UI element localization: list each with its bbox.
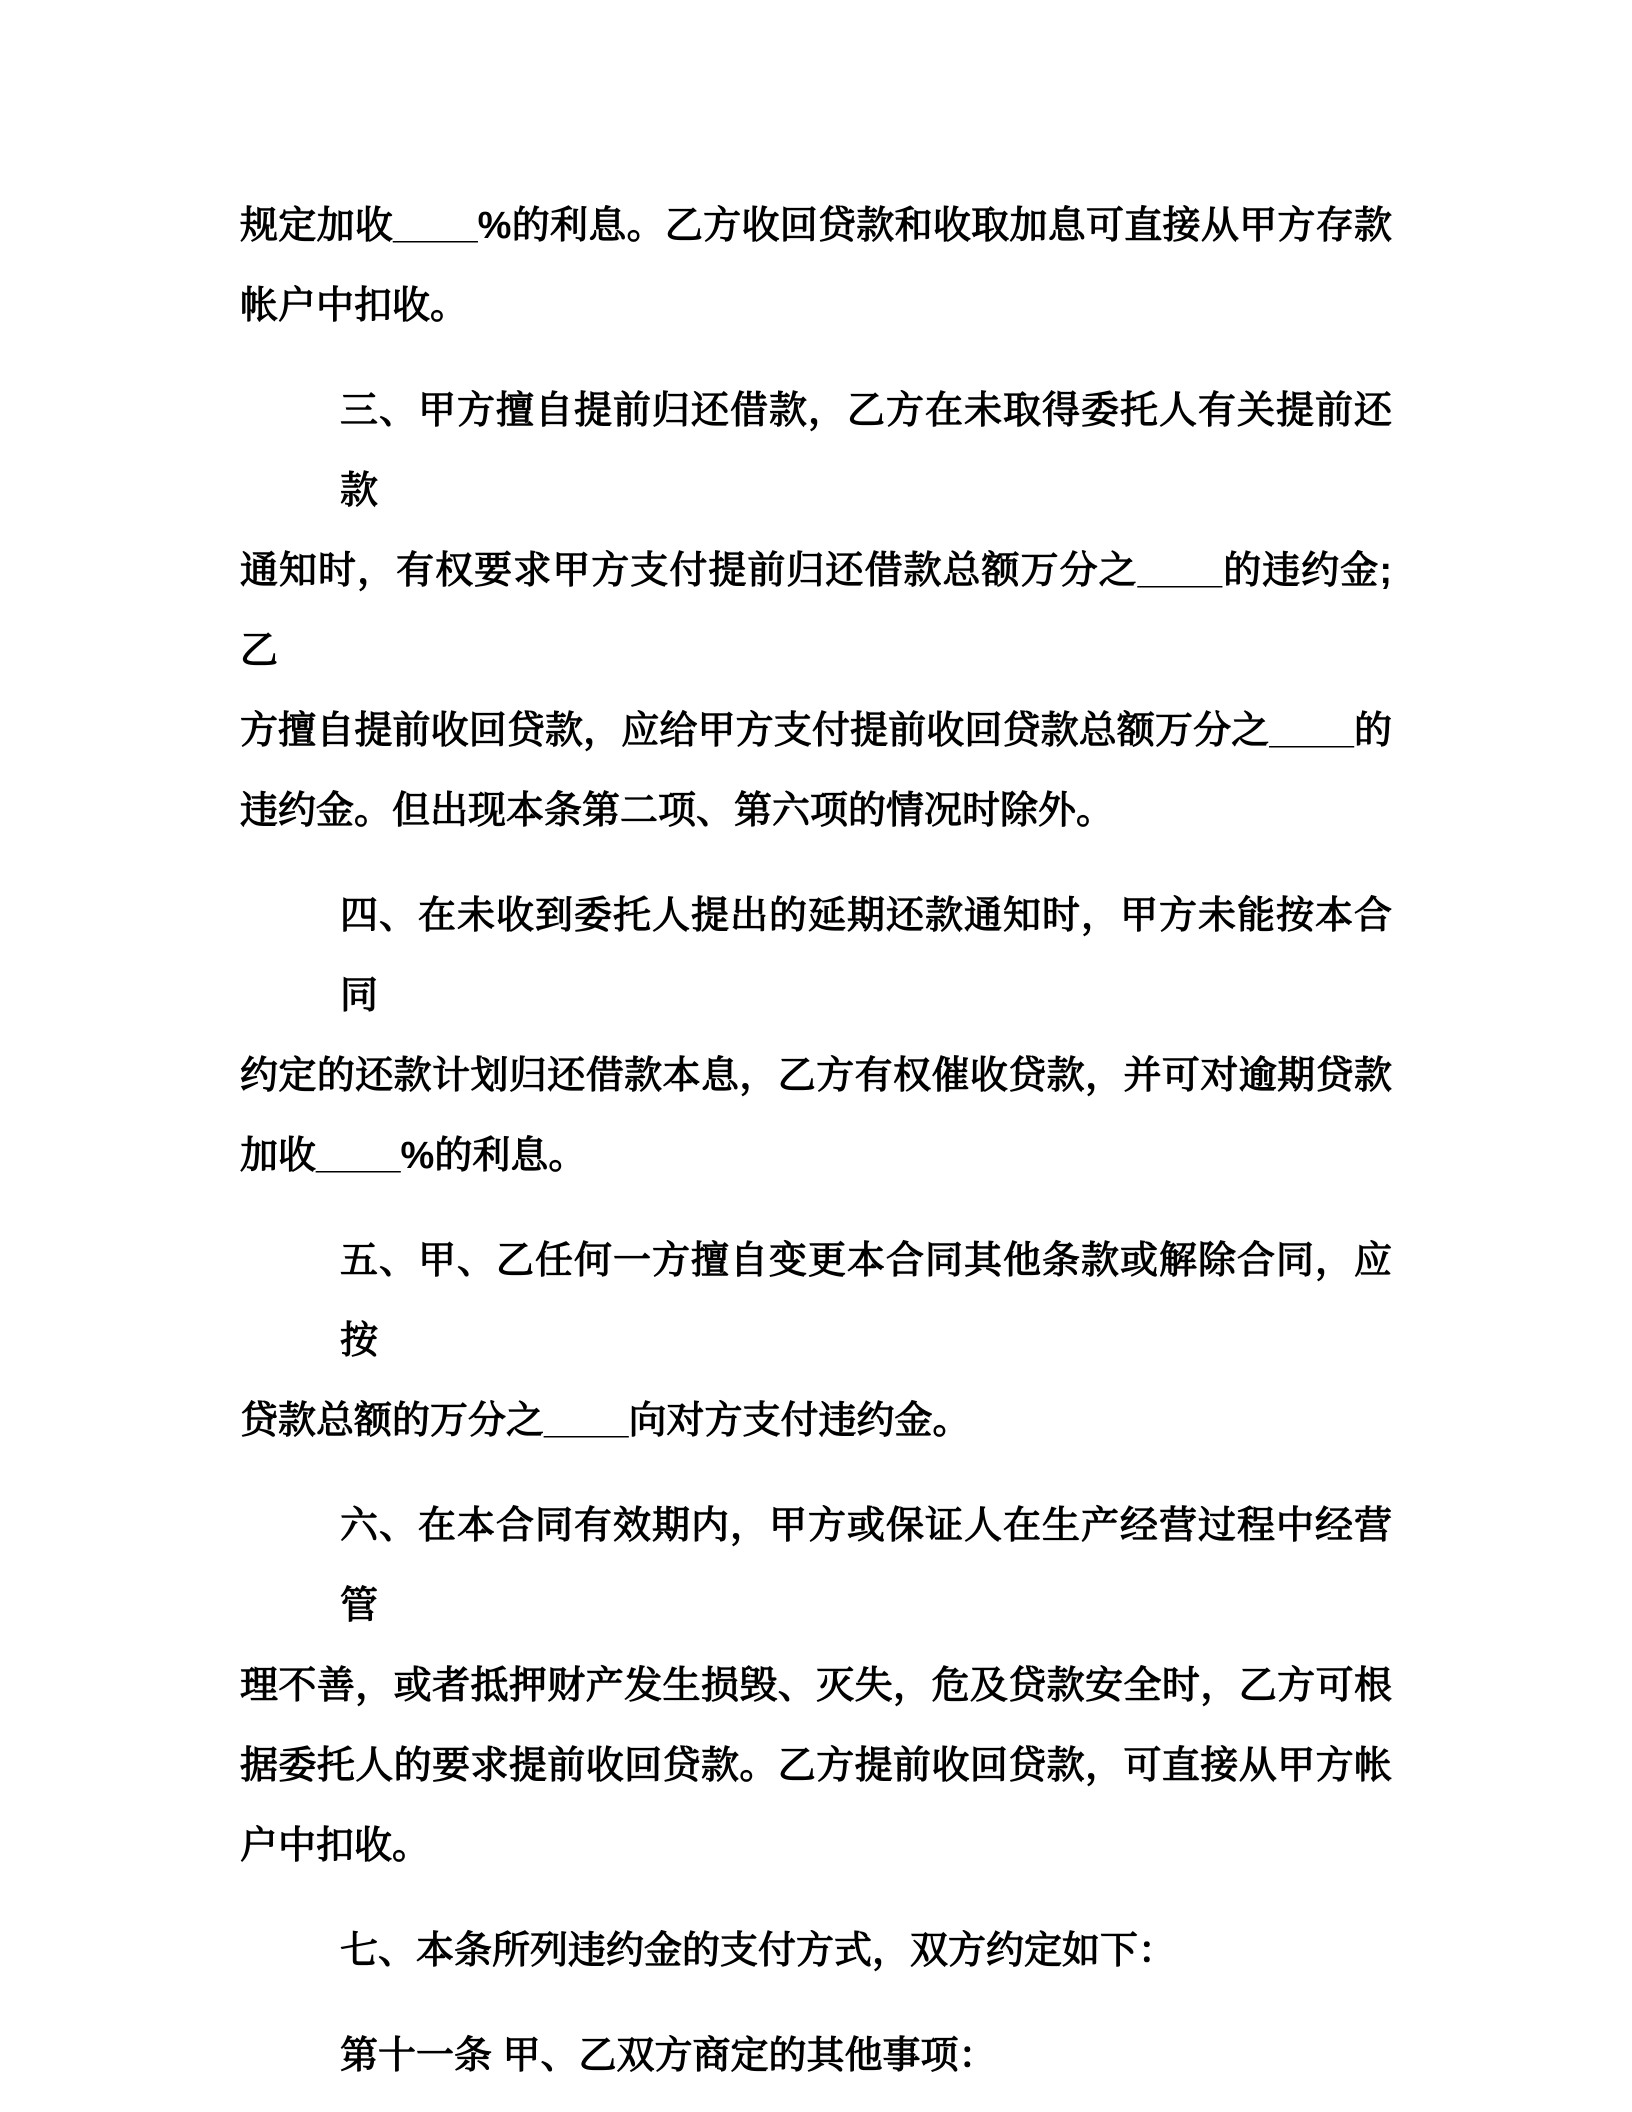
text-line: 贷款总额的万分之____向对方支付违约金。 xyxy=(240,1400,971,1442)
text-line: 四、在未收到委托人提出的延期还款通知时，甲方未能按本合同 xyxy=(340,895,1392,1017)
text-line: 五、甲、乙任何一方擅自变更本合同其他条款或解除合同，应按 xyxy=(340,1240,1392,1362)
text-line: 三、甲方擅自提前归还借款，乙方在未取得委托人有关提前还款 xyxy=(340,390,1392,512)
paragraph-clause-6 xyxy=(240,1486,1392,1886)
text-line: 第十一条 甲、乙双方商定的其他事项： xyxy=(340,2035,997,2077)
text-line: 据委托人的要求提前收回贷款。乙方提前收回贷款，可直接从甲方帐 xyxy=(240,1745,1392,1787)
paragraph-clause-3 xyxy=(240,371,1392,851)
text-line: 规定加收____%的利息。乙方收回贷款和收取加息可直接从甲方存款 xyxy=(240,205,1392,247)
paragraph-clause-7 xyxy=(240,1911,1392,1991)
text-line: 方擅自提前收回贷款，应给甲方支付提前收回贷款总额万分之____的 xyxy=(240,710,1392,752)
paragraph-clause-continuation xyxy=(240,186,1392,346)
contract-body-text xyxy=(240,186,1392,2096)
text-line: 户中扣收。 xyxy=(240,1825,431,1867)
text-line: 七、本条所列违约金的支付方式，双方约定如下： xyxy=(340,1930,1177,1972)
paragraph-clause-4 xyxy=(240,876,1392,1196)
text-line: 六、在本合同有效期内，甲方或保证人在生产经营过程中经营管 xyxy=(340,1505,1392,1627)
text-line: 帐户中扣收。 xyxy=(240,285,469,327)
text-line: 加收____%的利息。 xyxy=(240,1135,587,1177)
text-line: 理不善，或者抵押财产发生损毁、灭失，危及贷款安全时，乙方可根 xyxy=(240,1665,1392,1707)
paragraph-clause-5 xyxy=(240,1221,1392,1461)
text-line: 违约金。但出现本条第二项、第六项的情况时除外。 xyxy=(240,790,1115,832)
text-line: 通知时，有权要求甲方支付提前归还借款总额万分之____的违约金;乙 xyxy=(240,550,1392,672)
text-line: 约定的还款计划归还借款本息，乙方有权催收贷款，并可对逾期贷款 xyxy=(240,1055,1392,1097)
paragraph-article-11 xyxy=(240,2016,1392,2096)
